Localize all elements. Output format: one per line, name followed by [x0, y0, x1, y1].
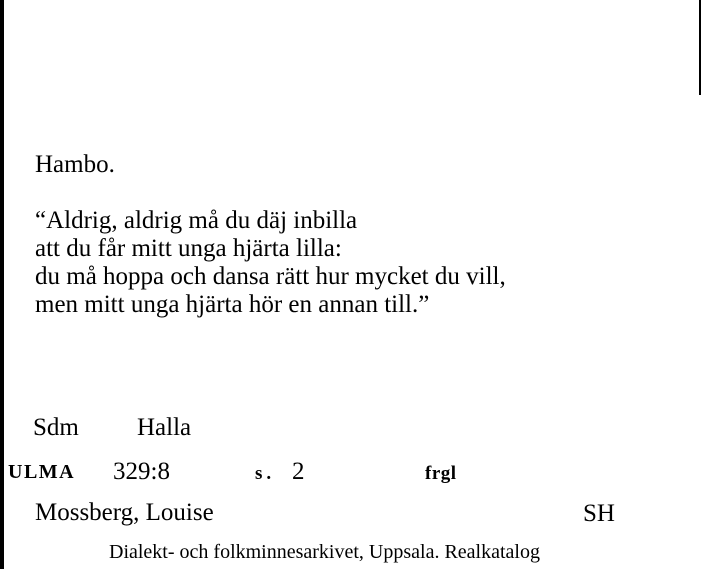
verse-block	[35, 207, 506, 319]
card-left-border	[0, 0, 4, 569]
region-code: Sdm	[33, 414, 79, 441]
archive-footer: Dialekt- och folkminnesarkivet, Uppsala. Realkatalog	[109, 541, 540, 563]
card-title: Hambo.	[35, 151, 115, 178]
verse-line: att du får mitt unga hjärta lilla:	[35, 235, 342, 262]
archive-label: ULMA	[8, 461, 76, 483]
verse-line: men mitt unga hjärta hör en annan till.”	[35, 291, 430, 318]
document-type: frgl	[425, 463, 457, 484]
verse-line: “Aldrig, aldrig må du däj inbilla	[35, 207, 358, 234]
verse-line: du må hoppa och dansa rätt hur mycket du vill,	[35, 263, 506, 290]
collector-initials: SH	[583, 500, 615, 527]
card-right-border	[699, 0, 701, 95]
place-name: Halla	[137, 414, 192, 441]
record-number: 329:8	[113, 458, 170, 485]
page-number: 2	[292, 458, 305, 485]
informant-name: Mossberg, Louise	[35, 499, 214, 526]
page-label: s.	[255, 463, 276, 484]
